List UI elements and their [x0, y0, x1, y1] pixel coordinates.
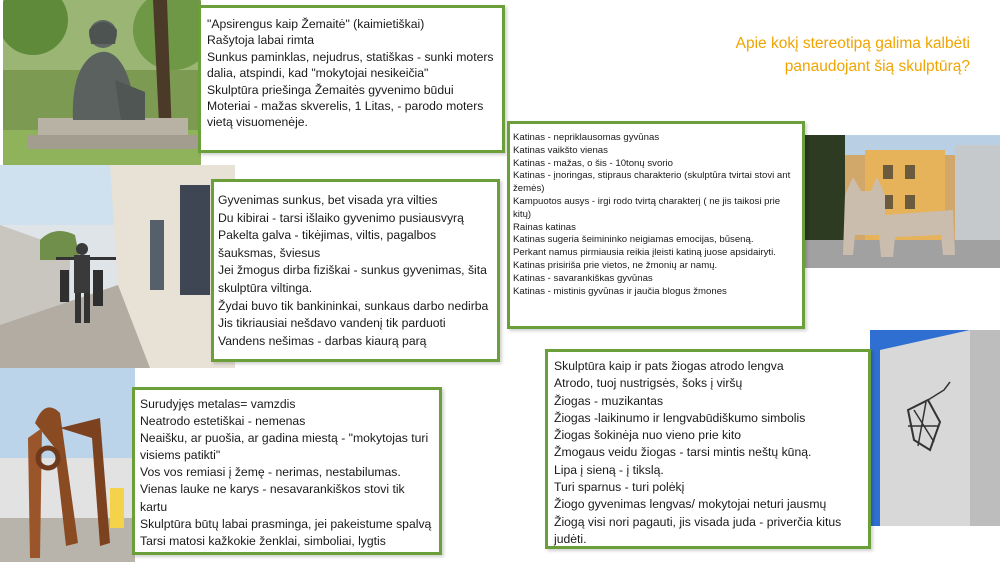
note-line: Turi sparnus - turi polėkį: [554, 480, 685, 495]
water-carrier-notes: [211, 179, 500, 362]
note-line: Kampuotos ausys - irgi rodo tvirtą charakterį ( ne jis taikosi prie kitų): [513, 195, 781, 220]
note-line: Neatrodo estetiškai - nemenas: [140, 414, 306, 429]
note-line: Žiogas šokinėja nuo vieno prie kito: [554, 428, 741, 443]
question-heading: [670, 32, 970, 78]
cat-notes: [507, 121, 805, 329]
note-line: Moteriai - mažas skverelis, 1 Litas, - parodo moters vietą visuomenėje.: [207, 99, 484, 130]
note-line: Jis tikriausiai nešdavo vandenį tik parduoti: [218, 316, 446, 331]
note-line: Katinas sugeria šeimininko neigiamas emocijas, būseną.: [513, 234, 754, 246]
note-line: Žiogas -laikinumo ir lengvabūdiškumo simbolis: [554, 410, 806, 425]
note-line: Perkant namus pirmiausia reikia įleisti katiną juose apsidairyti.: [513, 247, 776, 259]
note-line: Sunkus paminklas, nejudrus, statiškas - sunki moters dalia, atspindi, kad "mokytojai nesikeičia": [207, 49, 494, 81]
note-line: Žiogo gyvenimas lengvas/ mokytojai neturi jausmų: [554, 497, 827, 512]
note-line: "Apsirengus kaip Žemaitė" (kaimietiškai): [207, 17, 425, 31]
note-line: Jei žmogus dirba fiziškai - sunkus gyvenimas, šita skulptūra viltinga.: [218, 263, 487, 295]
note-line: Neaišku, ar puošia, ar gadina miestą - "mokytojas turi visiems patikti": [140, 431, 429, 463]
note-line: Atrodo, tuoj nustrigsės, šoks į viršų: [554, 376, 743, 391]
rusty-pipe-sculpture-photo: [0, 368, 135, 562]
note-line: Gyvenimas sunkus, bet visada yra vilties: [218, 193, 438, 207]
grasshopper-wall-photo: [870, 330, 1000, 526]
water-carrier-photo: [0, 165, 235, 368]
zemaite-notes: [198, 5, 505, 153]
note-line: Katinas - savarankiškas gyvūnas: [513, 272, 653, 284]
grasshopper-notes: [545, 349, 871, 549]
question-line: Apie kokį stereotipą galima kalbėti: [735, 35, 970, 52]
note-line: Lipa į sieną - į tikslą.: [554, 462, 664, 477]
note-line: Žiogas - muzikantas: [554, 393, 664, 408]
note-line: Katinas - mažas, o šis - 10tonų svorio: [513, 157, 673, 169]
note-line: Surudyjęs metalas= vamzdis: [140, 397, 296, 411]
note-line: Tarsi matosi kažkokie ženklai, simboliai, lygtis: [140, 533, 386, 548]
note-line: Katinas prisiriša prie vietos, ne žmonių ar namų.: [513, 259, 718, 271]
note-line: Skulptūra kaip ir pats žiogas atrodo lengva: [554, 359, 784, 373]
note-line: Vandens nešimas - darbas kiaurą parą: [218, 333, 427, 348]
note-line: Katinas - mistinis gyvūnas ir jaučia blogus žmones: [513, 285, 727, 297]
note-line: Žmogaus veidu žiogas - tarsi mintis neštų kūną.: [554, 445, 812, 460]
question-line: panaudojant šią skulptūrą?: [784, 58, 970, 75]
note-line: Vos vos remiasi į žemę - nerimas, nestabilumas.: [140, 465, 401, 480]
note-line: Du kibirai - tarsi išlaiko gyvenimo pusiausvyrą: [218, 210, 464, 225]
zemaite-statue-photo: [3, 0, 201, 165]
rusty-pipe-notes: [132, 387, 442, 555]
note-line: Katinas - nepriklausomas gyvūnas: [513, 132, 660, 143]
note-line: Skulptūra būtų labai prasminga, jei pakeistume spalvą: [140, 516, 432, 531]
note-line: Katinas vaikšto vienas: [513, 144, 608, 156]
note-line: Pakelta galva - tikėjimas, viltis, pagalbos šauksmas, šviesus: [218, 228, 437, 260]
note-line: Katinas - įnoringas, stipraus charakterio (skulptūra tvirtai stovi ant žemės): [513, 170, 791, 195]
cat-sculpture-photo: [805, 135, 1000, 268]
note-line: Rainas katinas: [513, 221, 576, 233]
note-line: Žydai buvo tik bankininkai, sunkaus darbo nedirba: [218, 298, 489, 313]
note-line: Rašytoja labai rimta: [207, 33, 315, 48]
note-line: Vienas lauke ne karys - nesavarankiškos stovi tik kartu: [140, 482, 405, 514]
note-line: Skulptūra priešinga Žemaitės gyvenimo būdui: [207, 82, 454, 97]
note-line: Žiogą visi nori pagauti, jis visada juda - priverčia kitus judėti.: [554, 514, 842, 546]
